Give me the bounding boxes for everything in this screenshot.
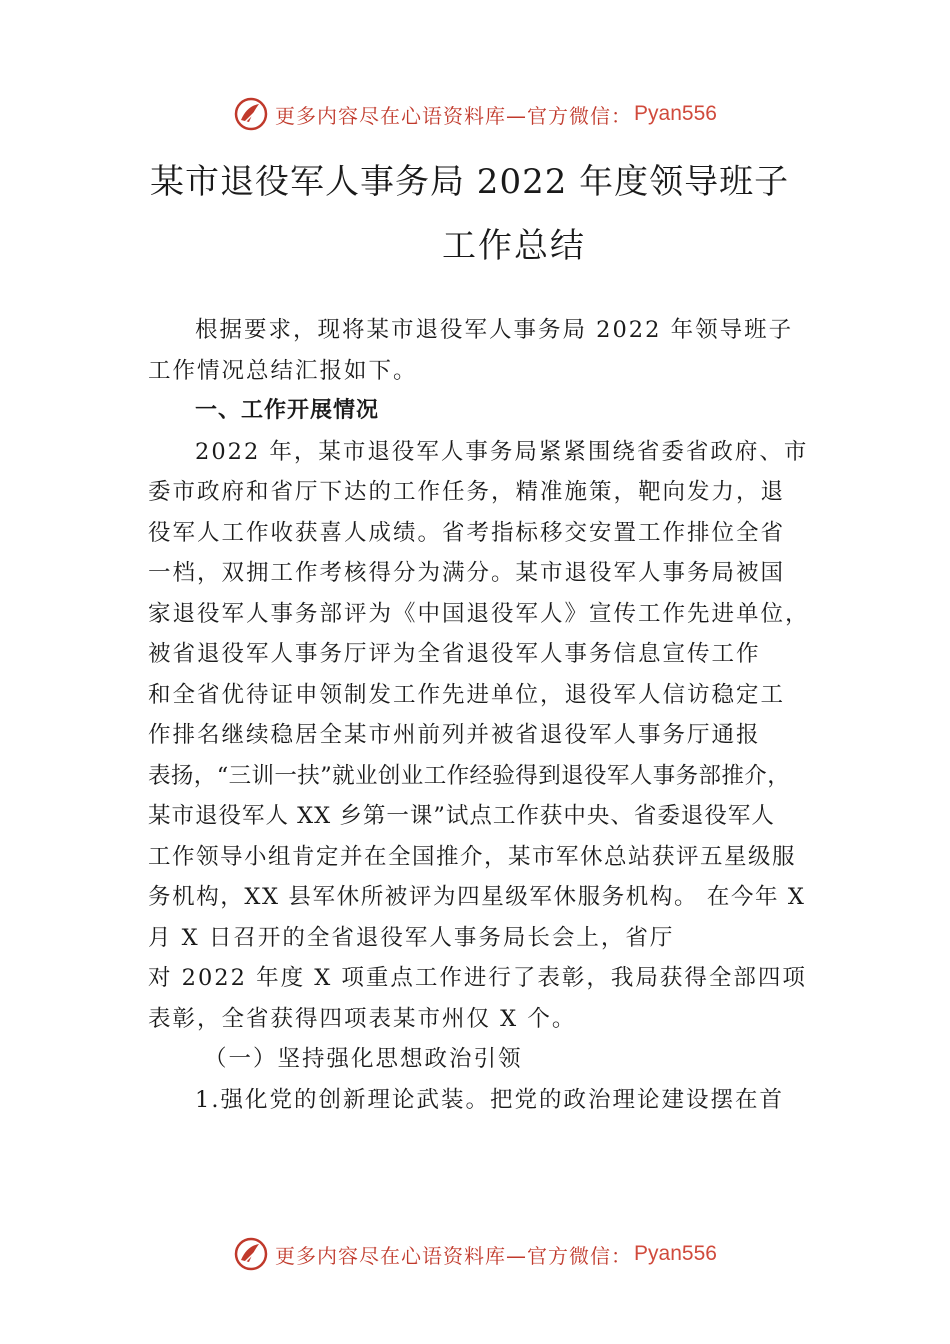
- section-heading: 一、工作开展情况: [195, 398, 380, 423]
- paragraph-line: 月 X 日召开的全省退役军人事务局长会上，省厅: [148, 924, 675, 951]
- paragraph-line: 工作领导小组肯定并在全国推介，某市军休总站获评五星级服: [148, 843, 797, 870]
- paragraph-line: 务机构，XX 县军休所被评为四星级军休服务机构。 在今年 X: [148, 884, 806, 910]
- paragraph-line: 某市退役军人 XX 乡第一课”试点工作获中央、省委退役军人: [148, 803, 775, 829]
- paragraph-line: 委市政府和省厅下达的工作任务，精准施策，靶向发力，退: [148, 479, 786, 505]
- intro-line: 工作情况总结汇报如下。: [148, 357, 418, 384]
- watermark-text: 更多内容尽在心语资料库—官方微信：: [275, 1243, 633, 1268]
- document-body: [148, 310, 828, 1120]
- document-title-line2: 工作总结: [442, 226, 586, 266]
- watermark-wechat-id: Pyan556: [634, 1242, 717, 1265]
- paragraph-line: 表扬，“三训一扶”就业创业工作经验得到退役军人事务部推介，: [148, 762, 791, 789]
- subsection-heading: （一）坚持强化思想政治引领: [204, 1046, 523, 1072]
- paragraph-line: 被省退役军人事务厅评为全省退役军人事务信息宣传工作: [148, 641, 761, 667]
- watermark-wechat-id: Pyan556: [634, 102, 717, 125]
- document-title-line1: 某市退役军人事务局 2022 年度领导班子: [150, 162, 790, 202]
- item-line: 1.强化党的创新理论武装。把党的政治理论建设摆在首: [195, 1086, 784, 1113]
- watermark-text: 更多内容尽在心语资料库—官方微信：: [275, 103, 633, 128]
- header-watermark: [0, 94, 950, 134]
- footer-watermark: [0, 1234, 950, 1274]
- paragraph-line: 和全省优待证申领制发工作先进单位，退役军人信访稳定工: [148, 681, 786, 708]
- paragraph-line: 2022 年，某市退役军人事务局紧紧围绕省委省政府、市: [195, 438, 809, 465]
- paragraph-line: 作排名继续稳居全某市州前列并被省退役军人事务厅通报: [148, 722, 761, 748]
- brush-logo-icon: [233, 96, 269, 132]
- paragraph-line: 一档，双拥工作考核得分为满分。某市退役军人事务局被国: [148, 560, 786, 586]
- paragraph-line: 表彰，全省获得四项表某市州仅 X 个。: [148, 1005, 577, 1032]
- paragraph-line: 役军人工作收获喜人成绩。省考指标移交安置工作排位全省: [148, 519, 786, 546]
- intro-line: 根据要求，现将某市退役军人事务局 2022 年领导班子: [195, 317, 794, 343]
- paragraph-line: 对 2022 年度 X 项重点工作进行了表彰，我局获得全部四项: [148, 965, 807, 991]
- brush-logo-icon: [233, 1236, 269, 1272]
- paragraph-line: 家退役军人事务部评为《中国退役军人》宣传工作先进单位，: [148, 600, 810, 627]
